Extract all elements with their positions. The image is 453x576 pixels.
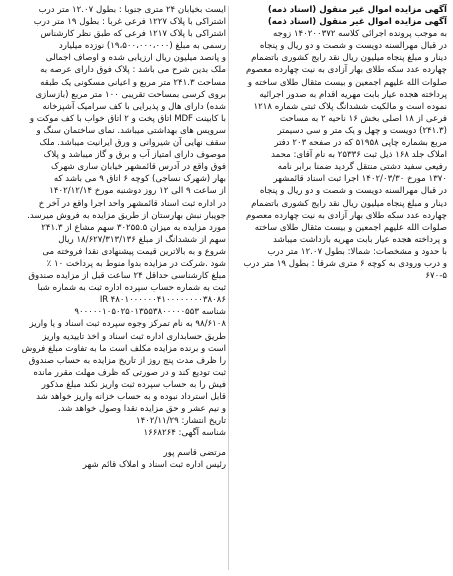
text-line: نموده است و مالکیت ششدانگ پلاک ثبتی شماره ۱۲۱۸ <box>253 101 447 112</box>
text-line: سقف نهایی آن شیروانی و ورق ایرانیت میباشد. ملک <box>39 138 226 149</box>
text-line: جویبار نبش بهارستان از طریق مزایده به فروش میرسد. <box>27 210 226 221</box>
text-line: مساحت ۲۴۱.۳ متر مربع و اعیانی مسکونی یک طبقه <box>40 77 226 88</box>
signer-name: مرتضی قاسم پور <box>163 448 226 459</box>
left-body <box>8 4 226 415</box>
text-line: شناسه ۹۰۰۰۰۰۱۰۵۰۲۵۰۱۳۵۵۳۸۰۰۰۰۰۵۵۳ <box>74 307 226 318</box>
text-line: قابل استرداد نبوده و به حساب خزانه واریز خواهد شد <box>36 392 226 402</box>
text-line: را ظرف مدت پنج روز از تاریخ مزایده به حساب صندوق <box>28 355 226 366</box>
text-line: فرعی از ۱۸ اصلی بخش ۱۶ ناحیه ۲ به مساحت <box>279 113 447 124</box>
text-line: و نیم عشر و حق مزایده نقدا وصول خواهد شد. <box>57 404 226 415</box>
text-line: ۶۷۰-۵ <box>425 271 447 282</box>
text-line: رسمی به مبلغ (۱۹،۵۰۰،۰۰۰،۰۰۰) نوزده میلیارد <box>58 41 226 52</box>
text-line: ۹۸/۶۱۰۸ به نام تمرکز وجوه سپرده ثبت اسناد و یا واریز <box>29 319 226 330</box>
text-line: موصوف دارای امتیاز آب و برق و گاز میباشد و پلاک <box>43 150 226 161</box>
text-line: ثبت به شماره حساب سپرده اداره ثبت به شماره شبا <box>37 283 226 294</box>
text-line: اشتراکی با پلاک ۱۲۱۷ فرعی که طبق نظر کارشناس <box>40 29 226 40</box>
text-line: و پانصد میلیون ریال ارزیابی شده و اوصاف اجمالی <box>45 53 226 64</box>
text-line: IR ۴۸۰۱۰۰۰۰۰۰۴۱۰۰۰۰۰۰۰۰۳۸۰۸۶ <box>99 295 226 306</box>
heading-line: آگهی مزایده اموال غیر منقول (اسناد ذمه) <box>267 17 447 28</box>
text-line: سرویس های بهداشتی میباشد. نمای ساختمان سنگ و <box>36 125 226 136</box>
text-line: طریق حسابداری اداره ثبت اسناد و اخذ تاییدیه واریز <box>42 331 226 342</box>
right-column <box>229 4 447 572</box>
text-line: از ساعت ۹ الی ۱۲ روز دوشنبه مورخ ۱۴۰۲/۱۲/۱۴ <box>49 186 226 197</box>
text-line: بروی کرسی بمساحت تقریبی ۱۰۰ متر مربع (بازسازی <box>35 89 226 100</box>
ad-id: شناسه آگهی: ۱۶۶۸۲۶۴ <box>143 428 226 439</box>
text-line: بهار (شهرک نساجی) کوچه ۶ اتاق ۹ می باشد که <box>53 174 226 185</box>
text-line: رفیعی سفید دشتی منتقل گردید ضمنا برابر نامه <box>277 162 447 173</box>
text-line: با کابینت MDF اتاق پخت و ۲ اتاق خواب با کف موکت و <box>29 113 226 124</box>
ad-heading <box>229 4 447 28</box>
text-line: به موجب پرونده اجرائی کلاسه ۱۴۰۲۰۰۳۷۲ زوجه <box>272 29 447 40</box>
text-line: در قبال مهرالسنه دویست و شصت و دو ریال و پنجاه <box>259 41 447 52</box>
column-divider <box>228 6 229 570</box>
text-line: مورد مزایده به میزان ۳۰۲۵۵.۵ سهم مشاع از ۲۴۱.۳ <box>41 222 226 233</box>
text-line: اشتراکی با پلاک ۱۲۲۷ فرعی غربا : بطول ۱۹ متر درب <box>33 17 226 28</box>
text-line: ثبت تودیع کند و در صورتی که ظرف مهلت مقرر مانده <box>33 367 226 378</box>
spacer <box>8 439 226 445</box>
text-line: سهم از ششدانگ از مبلغ ۱۸/۶۲۷/۳۱۳/۱۳۶ ریال <box>58 234 226 245</box>
text-line: در قبال مهرالسنه دویست و شصت و دو ریال و پنجاه <box>259 186 447 197</box>
signer-title: رئیس اداره ثبت اسناد و املاک قائم شهر <box>82 460 226 471</box>
text-line: با حدود و مشخصات: شمالا: بطول ۱۲.۰۷ متر درب <box>267 246 447 257</box>
text-line: است و برنده مزایده مکلف است ما به تفاوت مبلغ فروش <box>21 343 226 354</box>
text-line: شده) دارای هال و پذیرایی با کف سرامیک آشپزخانه <box>42 101 226 112</box>
text-line: فیش را به حساب سپرده ثبت واریز نکند مبلغ مذکور <box>41 379 226 390</box>
text-line: و پرداخته هجده عیار بابت مهریه بازداشت میباشد <box>273 234 447 245</box>
text-line: و درب ورودی به کوچه ۶ متری شرقا : بطول ۱۹ متر درب <box>243 258 447 269</box>
text-line: (۲۴۱.۳) دویست و چهل و یک متر و سی دسیمتر <box>277 125 447 136</box>
text-line: شروع و به بالاترین قیمت پیشنهادی نقدا فروخته می <box>42 246 226 257</box>
text-line: شود .شرکت در مزایده بدوا منوط به پرداخت ۱۰ ٪ <box>46 258 226 269</box>
publish-date: تاریخ انتشار: ۱۴۰۲/۱۱/۲۹ <box>136 416 226 427</box>
text-line: املاک جلد ۱۶۸ ذیل ثبت ۲۵۳۳۶ به نام آقای: محمد <box>271 150 447 161</box>
right-body <box>229 28 447 282</box>
left-column <box>8 4 226 572</box>
text-line: ۱۳۷۰ مورخ ۱۴۰۲/۰۳/۳۰ اجرا ثبت اسناد قائمشهر <box>273 174 447 185</box>
text-line: صلوات الله علیهم اجمعین و بیست مثقال طلای ساخته <box>254 222 447 233</box>
text-line: دینار و مبلغ پنجاه میلیون ریال نقد رایج کشوری باتضمام <box>251 53 447 64</box>
heading-line: آگهی مزایده اموال غیر منقول (اسناد ذمه) <box>267 5 447 15</box>
signature-block <box>8 447 226 471</box>
text-line: چهارده عدد سکه طلای بهار آزادی به نیت چهارده معصوم <box>245 65 447 76</box>
text-line: پرداخته هجده عیار بابت مهریه اقدام به صدور اجرائیه <box>259 89 447 100</box>
text-line: ایست بخیابان ۲۴ متری جنوبا : بطول ۱۲.۰۷ متر درب <box>38 5 226 15</box>
text-line: چهارده عدد سکه طلای بهار آزادی به نیت چهارده معصوم <box>245 210 447 221</box>
text-line: دینار و مبلغ پنجاه میلیون ریال نقد رایج کشوری باتضمام <box>251 198 447 209</box>
text-line: فوق واقع در آدرس قائمشهر خیابان ساری شهرک <box>51 162 226 173</box>
text-line: در اداره ثبت اسناد قائمشهر واحد اجرا واقع در آخر خ <box>38 198 226 209</box>
text-line: مربع بشماره چاپی ۵۱۹۵۸ که در صفحه ۲۰۳ دفتر <box>274 138 447 149</box>
text-line: مبلغ کارشناسی حداقل ۲۴ ساعت قبل از مزایده صندوق <box>28 271 226 282</box>
text-line: صلوات الله علیهم اجمعین و بیست مثقال طلای ساخته و <box>247 77 447 88</box>
text-line: ملک بدین شرح می باشد : پلاک فوق دارای عرصه به <box>40 65 226 76</box>
